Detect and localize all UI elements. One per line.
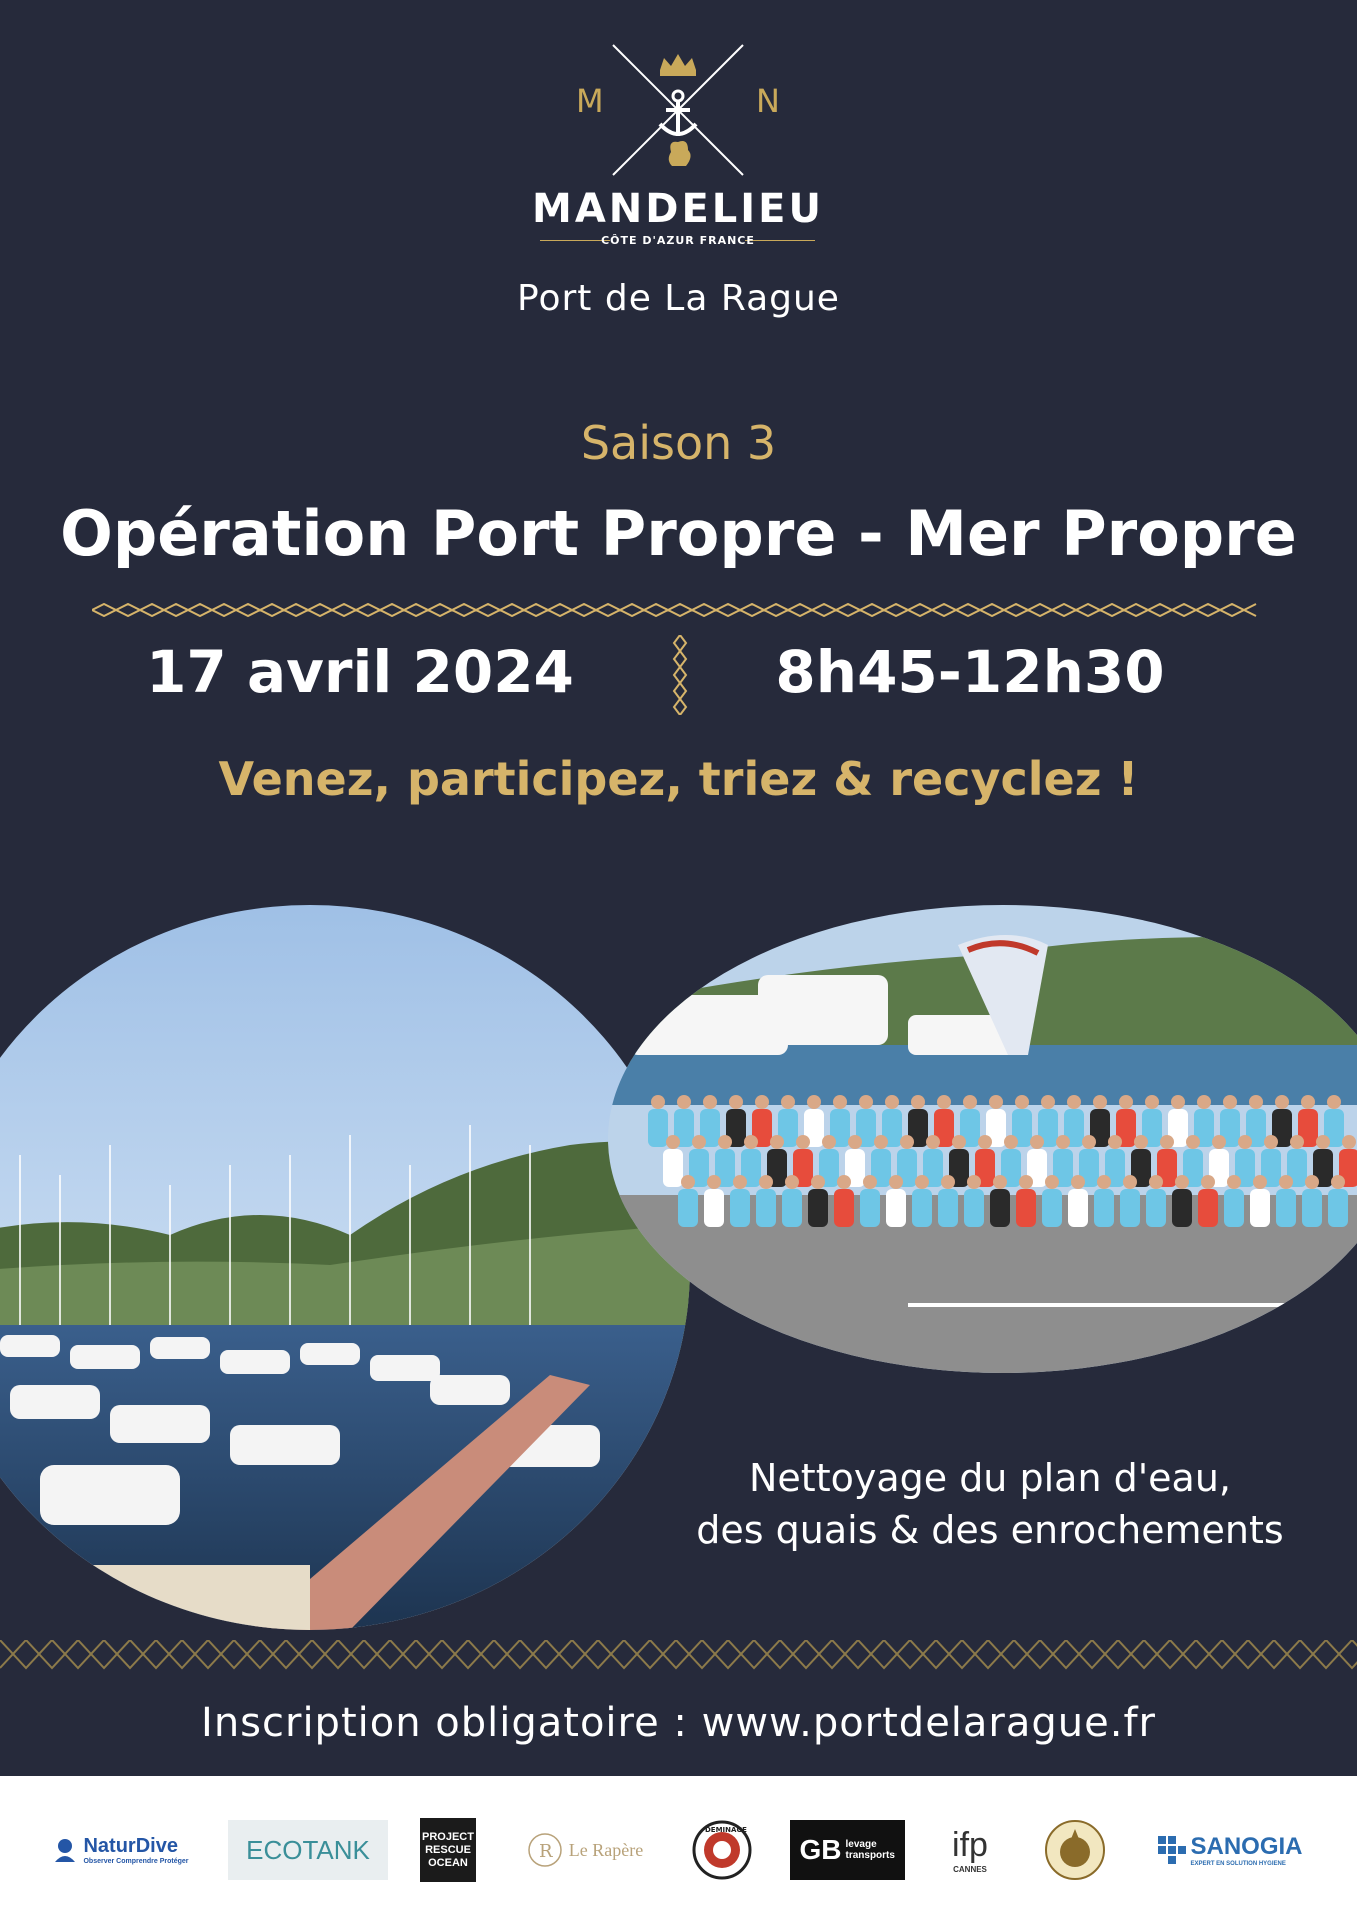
volunteer-head — [822, 1135, 836, 1149]
volunteer-head — [1201, 1175, 1215, 1189]
volunteer-head — [707, 1175, 721, 1189]
volunteer-head — [1160, 1135, 1174, 1149]
volunteer-head — [796, 1135, 810, 1149]
round-badge-icon — [692, 1820, 752, 1880]
sponsor-ecotank-label: ECOTANK — [246, 1834, 370, 1865]
volunteer-head — [889, 1175, 903, 1189]
volunteer-figure — [860, 1189, 880, 1227]
volunteer-head — [1056, 1135, 1070, 1149]
volunteer-head — [1108, 1135, 1122, 1149]
volunteer-head — [1145, 1095, 1159, 1109]
volunteer-figure — [756, 1189, 776, 1227]
volunteer-head — [900, 1135, 914, 1149]
description-line-2: des quais & des enrochements — [696, 1508, 1284, 1552]
volunteer-figure — [730, 1189, 750, 1227]
volunteer-head — [1082, 1135, 1096, 1149]
volunteer-head — [755, 1095, 769, 1109]
volunteer-head — [1342, 1135, 1356, 1149]
sponsor-le-rapere: R Le Rapère — [510, 1820, 660, 1880]
volunteer-head — [744, 1135, 758, 1149]
volunteer-figure — [1120, 1189, 1140, 1227]
volunteer-figure — [912, 1189, 932, 1227]
volunteer-head — [989, 1095, 1003, 1109]
volunteer-figure — [1276, 1189, 1296, 1227]
volunteer-head — [1004, 1135, 1018, 1149]
volunteer-head — [993, 1175, 1007, 1189]
event-time: 8h45-12h30 — [775, 638, 1165, 706]
volunteer-head — [1175, 1175, 1189, 1189]
svg-text:M: M — [576, 82, 604, 120]
volunteer-head — [859, 1095, 873, 1109]
volunteer-figure — [808, 1189, 828, 1227]
volunteer-head — [692, 1135, 706, 1149]
volunteer-figure — [1068, 1189, 1088, 1227]
volunteer-head — [718, 1135, 732, 1149]
volunteer-head — [1327, 1095, 1341, 1109]
chevron-pattern-border — [0, 1640, 1357, 1700]
event-title: Opération Port Propre - Mer Propre — [60, 497, 1297, 570]
volunteer-head — [681, 1175, 695, 1189]
volunteer-head — [1212, 1135, 1226, 1149]
volunteer-head — [937, 1095, 951, 1109]
volunteer-head — [1186, 1135, 1200, 1149]
volunteer-head — [1149, 1175, 1163, 1189]
volunteer-figure — [663, 1149, 683, 1187]
volunteer-head — [1331, 1175, 1345, 1189]
sponsor-ifp: ifp CANNES — [952, 1826, 988, 1874]
sponsor-sanogia: SANOGIA EXPERT EN SOLUTION HYGIENE — [1148, 1820, 1313, 1880]
volunteer-head — [848, 1135, 862, 1149]
volunteer-head — [770, 1135, 784, 1149]
sponsor-gb-levage: GB levage transports — [790, 1820, 905, 1880]
volunteer-head — [781, 1095, 795, 1109]
volunteer-figure — [1094, 1189, 1114, 1227]
diver-icon — [51, 1836, 79, 1864]
volunteer-head — [1041, 1095, 1055, 1109]
volunteer-figure — [886, 1189, 906, 1227]
sponsor-naturdive: NaturDive Observer Comprendre Protéger — [45, 1820, 195, 1880]
volunteer-figure — [1250, 1189, 1270, 1227]
volunteer-head — [1305, 1175, 1319, 1189]
volunteer-figure — [938, 1189, 958, 1227]
volunteer-head — [1119, 1095, 1133, 1109]
volunteer-head — [807, 1095, 821, 1109]
volunteer-head — [967, 1175, 981, 1189]
volunteer-head — [1279, 1175, 1293, 1189]
volunteer-head — [978, 1135, 992, 1149]
volunteer-head — [1123, 1175, 1137, 1189]
zigzag-divider — [92, 603, 1266, 617]
volunteer-figure — [648, 1109, 668, 1147]
volunteer-figure — [990, 1189, 1010, 1227]
volunteer-head — [1071, 1175, 1085, 1189]
volunteer-head — [1197, 1095, 1211, 1109]
svg-text:R: R — [538, 1841, 553, 1862]
event-tagline: Venez, participez, triez & recyclez ! — [218, 752, 1139, 806]
volunteer-head — [1275, 1095, 1289, 1109]
volunteer-figure — [1198, 1189, 1218, 1227]
logo-title: MANDELIEU — [532, 186, 824, 232]
volunteer-head — [1227, 1175, 1241, 1189]
volunteer-head — [926, 1135, 940, 1149]
volunteer-head — [1067, 1095, 1081, 1109]
volunteer-head — [1030, 1135, 1044, 1149]
sponsor-ecotank — [228, 1820, 388, 1880]
volunteer-head — [1045, 1175, 1059, 1189]
volunteer-figure — [964, 1189, 984, 1227]
volunteer-head — [1015, 1095, 1029, 1109]
sponsor-project-rescue-ocean: PROJECT RESCUE OCEAN — [420, 1818, 476, 1882]
volunteer-figure — [704, 1189, 724, 1227]
r-monogram-icon — [527, 1832, 563, 1868]
sponsor-deminage — [690, 1820, 754, 1880]
grid-icon — [1158, 1836, 1186, 1864]
volunteer-figure — [1224, 1189, 1244, 1227]
volunteer-head — [837, 1175, 851, 1189]
svg-text:N: N — [756, 82, 780, 120]
port-name: Port de La Rague — [517, 278, 840, 319]
volunteer-head — [833, 1095, 847, 1109]
volunteer-head — [1249, 1095, 1263, 1109]
sponsor-club-crest — [1040, 1820, 1110, 1880]
volunteer-head — [1301, 1095, 1315, 1109]
volunteer-figure — [1016, 1189, 1036, 1227]
volunteer-head — [915, 1175, 929, 1189]
volunteer-head — [651, 1095, 665, 1109]
registration-info: Inscription obligatoire : www.portdelarague.fr — [201, 1700, 1156, 1746]
volunteer-head — [1171, 1095, 1185, 1109]
volunteer-head — [863, 1175, 877, 1189]
volunteer-figure — [1146, 1189, 1166, 1227]
crest-icon — [1044, 1819, 1106, 1881]
volunteer-head — [729, 1095, 743, 1109]
volunteer-head — [1316, 1135, 1330, 1149]
volunteer-head — [1134, 1135, 1148, 1149]
volunteer-head — [1253, 1175, 1267, 1189]
volunteer-head — [759, 1175, 773, 1189]
volunteer-head — [1097, 1175, 1111, 1189]
event-description — [660, 1452, 1320, 1556]
volunteer-head — [1290, 1135, 1304, 1149]
volunteer-head — [811, 1175, 825, 1189]
volunteer-head — [952, 1135, 966, 1149]
volunteers-photo — [608, 905, 1357, 1373]
volunteer-head — [1223, 1095, 1237, 1109]
volunteer-head — [733, 1175, 747, 1189]
volunteer-head — [703, 1095, 717, 1109]
volunteer-figure — [834, 1189, 854, 1227]
volunteer-figure — [1328, 1189, 1348, 1227]
volunteer-figure — [678, 1189, 698, 1227]
volunteer-figure — [1172, 1189, 1192, 1227]
event-date: 17 avril 2024 — [146, 638, 574, 706]
volunteer-head — [1019, 1175, 1033, 1189]
diamond-separator-icon — [670, 635, 690, 715]
volunteer-head — [874, 1135, 888, 1149]
volunteer-head — [941, 1175, 955, 1189]
volunteer-figure — [1042, 1189, 1062, 1227]
logo-subtitle: CÔTE D'AZUR FRANCE — [601, 234, 755, 247]
volunteer-head — [1264, 1135, 1278, 1149]
description-line-1: Nettoyage du plan d'eau, — [748, 1456, 1231, 1500]
volunteer-head — [785, 1175, 799, 1189]
volunteer-head — [1093, 1095, 1107, 1109]
volunteer-figure — [782, 1189, 802, 1227]
volunteer-head — [963, 1095, 977, 1109]
season-label: Saison 3 — [580, 416, 777, 470]
volunteer-head — [911, 1095, 925, 1109]
marina-photo — [0, 905, 690, 1630]
volunteer-head — [885, 1095, 899, 1109]
volunteer-head — [666, 1135, 680, 1149]
volunteer-figure — [1302, 1189, 1322, 1227]
volunteer-head — [1238, 1135, 1252, 1149]
volunteer-head — [677, 1095, 691, 1109]
svg-text:DEMINAGE: DEMINAGE — [705, 1826, 747, 1834]
